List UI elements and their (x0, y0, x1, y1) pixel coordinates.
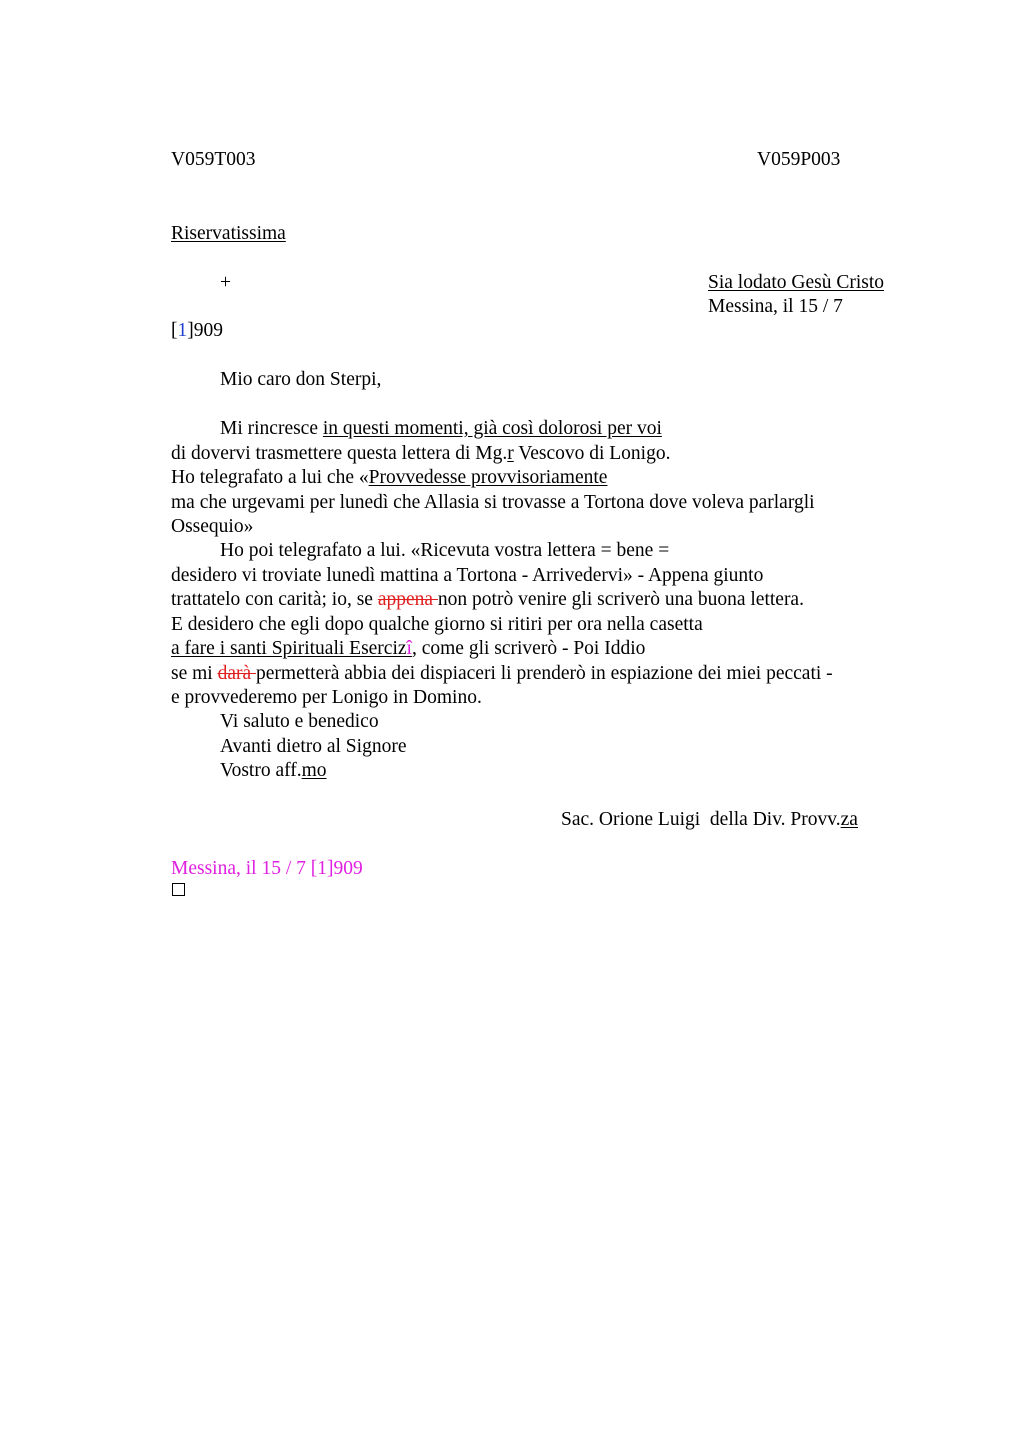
letter-line-13: Vi saluto e benedico (220, 711, 379, 732)
letter-line-9: E desidero che egli dopo qualche giorno si ritiri per ora nella casetta (171, 614, 703, 635)
letter-line-15: Vostro aff.mo (220, 760, 327, 781)
letter-line-14: Avanti dietro al Signore (220, 736, 407, 757)
letter-line-8: trattatelo con carità; io, se appena non potrò venire gli scriverò una buona lettera. (171, 589, 804, 610)
deleted-word: appena (377, 589, 438, 610)
document-code-left: V059T003 (171, 149, 256, 170)
date-line: Messina, il 15 / 7 (708, 296, 843, 317)
cross-symbol: + (220, 272, 231, 293)
letter-line-6: Ho poi telegrafato a lui. «Ricevuta vostra lettera = bene = (220, 540, 670, 561)
letter-line-5: Ossequio» (171, 516, 254, 537)
footer-date: Messina, il 15 / 7 [1]909 (171, 858, 363, 879)
letter-line-1: Mi rincresce in questi momenti, già così dolorosi per voi (220, 418, 662, 439)
riservatissima-label: Riservatissima (171, 223, 286, 244)
letter-line-3: Ho telegrafato a lui che «Provvedesse provvisoriamente (171, 467, 608, 488)
letter-line-2: di dovervi trasmettere questa lettera di Mg.r Vescovo di Lonigo. (171, 443, 671, 464)
deleted-word: darà (217, 663, 257, 684)
end-marker-box (172, 883, 185, 896)
letter-line-10: a fare i santi Spirituali Esercizî, come gli scriverò - Poi Iddio (171, 638, 646, 659)
year-line: [1]909 (171, 320, 223, 341)
letter-line-4: ma che urgevami per lunedì che Allasia si trovasse a Tortona dove voleva parlargli (171, 492, 815, 513)
salutation: Mio caro don Sterpi, (220, 369, 382, 390)
letter-line-12: e provvederemo per Lonigo in Domino. (171, 687, 482, 708)
document-code-right: V059P003 (757, 149, 841, 170)
letter-line-7: desidero vi troviate lunedì mattina a Tortona - Arrivedervi» - Appena giunto (171, 565, 764, 586)
letter-line-11: se mi darà permetterà abbia dei dispiaceri li prenderò in espiazione dei miei peccati - (171, 663, 833, 684)
invocation-line: Sia lodato Gesù Cristo (708, 272, 885, 293)
signature: Sac. Orione Luigi della Div. Provv.za (561, 809, 858, 830)
